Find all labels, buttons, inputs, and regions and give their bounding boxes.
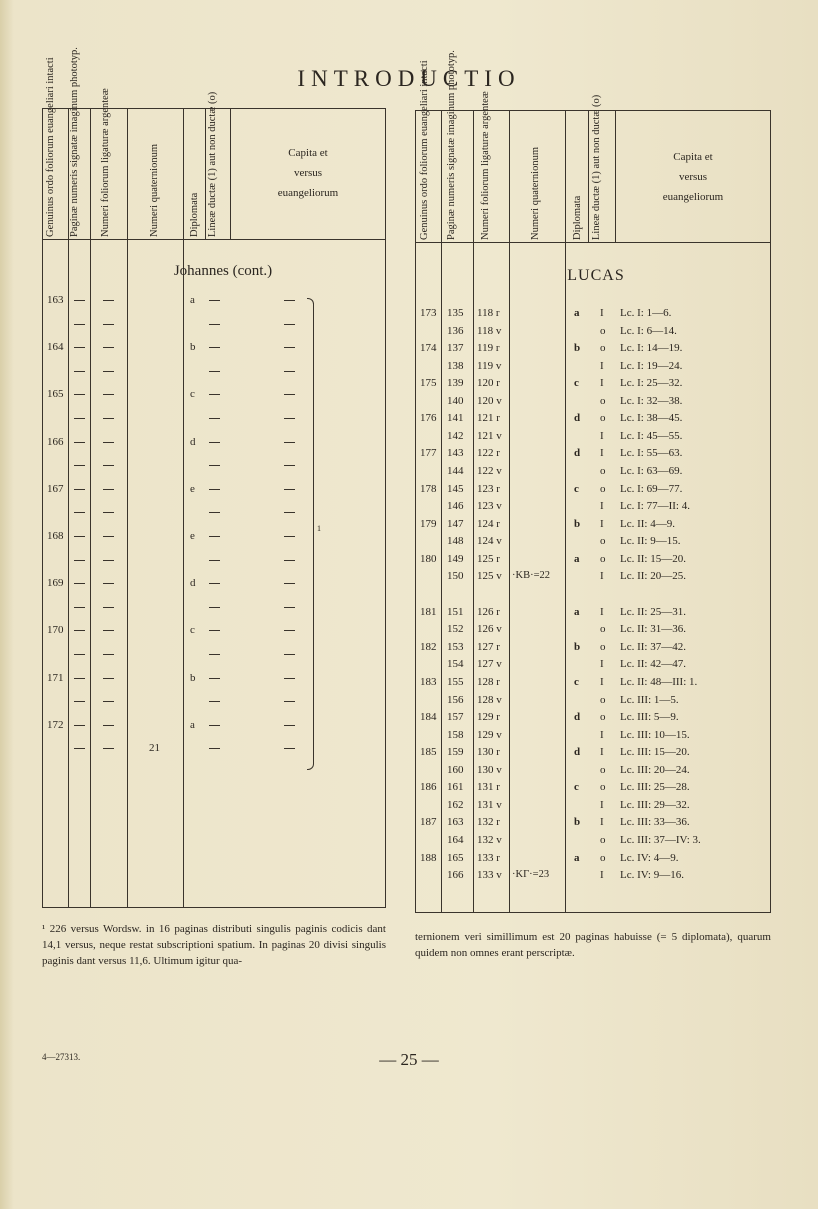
footnote-right: ternionem veri simillimum est 20 paginas habuisse (= 5 diplomata), quarum quidem non omnes erant perscriptæ.: [415, 931, 771, 959]
folio-number: 167: [47, 483, 64, 495]
linea-mark: o: [600, 781, 606, 793]
linea-mark: I: [600, 676, 604, 688]
dash-mark: [103, 748, 114, 749]
folio-number: 182: [420, 641, 437, 653]
diploma-letter: a: [574, 852, 580, 864]
ligature-folio: 119 r: [477, 342, 500, 354]
capita-reference: Lc. III: 15—20.: [620, 746, 690, 758]
capita-reference: Lc. II: 15—20.: [620, 553, 686, 565]
capita-reference: Lc. II: 9—15.: [620, 535, 681, 547]
diploma-letter: d: [190, 436, 196, 448]
dash-mark: [209, 583, 220, 584]
linea-mark: I: [600, 570, 604, 582]
capita-reference: Lc. I: 77—II: 4.: [620, 500, 690, 512]
ligature-folio: 120 v: [477, 395, 502, 407]
footnote-ref: 1: [317, 524, 321, 533]
diploma-letter: a: [574, 307, 580, 319]
diploma-letter: b: [574, 641, 581, 653]
dash-mark: [209, 607, 220, 608]
dash-mark: [209, 630, 220, 631]
diploma-letter: a: [574, 553, 580, 565]
dash-mark: [103, 465, 114, 466]
dash-mark: [209, 536, 220, 537]
pagina-number: 150: [447, 570, 464, 582]
linea-mark: I: [600, 869, 604, 881]
dash-mark: [103, 394, 114, 395]
pagina-number: 155: [447, 676, 464, 688]
dash-mark: [209, 418, 220, 419]
diploma-letter: b: [190, 341, 196, 353]
brace: [307, 298, 314, 770]
capita-reference: Lc. I: 19—24.: [620, 360, 683, 372]
ligature-folio: 132 r: [477, 816, 500, 828]
dash-mark: [103, 347, 114, 348]
linea-mark: I: [600, 606, 604, 618]
header-rule: [416, 242, 770, 243]
ligature-folio: 128 v: [477, 694, 502, 706]
linea-mark: o: [600, 694, 606, 706]
capita-reference: Lc. III: 25—28.: [620, 781, 690, 793]
pagina-number: 141: [447, 412, 464, 424]
pagina-number: 146: [447, 500, 464, 512]
capita-reference: Lc. I: 6—14.: [620, 325, 677, 337]
header-rule: [43, 239, 385, 240]
dash-mark: [74, 583, 85, 584]
ligature-folio: 122 v: [477, 465, 502, 477]
ligature-folio: 124 r: [477, 518, 500, 530]
header-numeri-quaternionum: Numeri quaternionum: [530, 146, 541, 240]
dash-mark: [103, 560, 114, 561]
ligature-folio: 123 v: [477, 500, 502, 512]
capita-reference: Lc. III: 37—IV: 3.: [620, 834, 701, 846]
ligature-folio: 126 r: [477, 606, 500, 618]
folio-number: 165: [47, 388, 64, 400]
linea-mark: o: [600, 764, 606, 776]
ligature-folio: 128 r: [477, 676, 500, 688]
diploma-letter: d: [574, 447, 581, 459]
dash-mark: [284, 560, 295, 561]
dash-mark: [284, 748, 295, 749]
pagina-number: 142: [447, 430, 464, 442]
linea-mark: o: [600, 623, 606, 635]
dash-mark: [103, 371, 114, 372]
dash-mark: [74, 324, 85, 325]
pagina-number: 165: [447, 852, 464, 864]
pagina-number: 164: [447, 834, 464, 846]
ligature-folio: 125 v: [477, 570, 502, 582]
ligature-folio: 129 r: [477, 711, 500, 723]
dash-mark: [284, 489, 295, 490]
pagina-number: 140: [447, 395, 464, 407]
pagina-number: 136: [447, 325, 464, 337]
ligature-folio: 123 r: [477, 483, 500, 495]
ligature-folio: 127 v: [477, 658, 502, 670]
pagina-number: 147: [447, 518, 464, 530]
dash-mark: [74, 654, 85, 655]
dash-mark: [209, 489, 220, 490]
header-diplomata: Diplomata: [189, 192, 200, 237]
right-table: [415, 50, 771, 913]
folio-number: 169: [47, 577, 64, 589]
dash-mark: [284, 678, 295, 679]
linea-mark: I: [600, 729, 604, 741]
dash-mark: [284, 630, 295, 631]
dash-mark: [284, 371, 295, 372]
linea-mark: o: [600, 483, 606, 495]
dash-mark: [284, 536, 295, 537]
dash-mark: [284, 654, 295, 655]
capita-reference: Lc. III: 29—32.: [620, 799, 690, 811]
header-capita: Capita et versus euangeliorum: [662, 151, 724, 203]
diploma-letter: d: [574, 412, 581, 424]
pagina-number: 152: [447, 623, 464, 635]
folio-number: 175: [420, 377, 437, 389]
pagina-number: 162: [447, 799, 464, 811]
header-lineae: Lineæ ductæ (1) aut non ductæ (o): [591, 94, 602, 240]
diploma-letter: d: [574, 711, 581, 723]
dash-mark: [74, 300, 85, 301]
dash-mark: [74, 678, 85, 679]
capita-reference: Lc. III: 33—36.: [620, 816, 690, 828]
dash-mark: [284, 442, 295, 443]
pagina-number: 138: [447, 360, 464, 372]
folio-number: 186: [420, 781, 437, 793]
folio-number: 179: [420, 518, 437, 530]
diploma-letter: b: [574, 342, 581, 354]
folio-number: 170: [47, 624, 64, 636]
ligature-folio: 120 r: [477, 377, 500, 389]
linea-mark: I: [600, 447, 604, 459]
signature-mark: 4—27313.: [42, 1052, 81, 1062]
folio-number: 178: [420, 483, 437, 495]
ligature-folio: 122 r: [477, 447, 500, 459]
capita-reference: Lc. I: 63—69.: [620, 465, 683, 477]
dash-mark: [103, 607, 114, 608]
dash-mark: [103, 536, 114, 537]
linea-mark: I: [600, 746, 604, 758]
diploma-letter: b: [574, 816, 581, 828]
dash-mark: [74, 512, 85, 513]
dash-mark: [284, 725, 295, 726]
pagina-number: 143: [447, 447, 464, 459]
dash-mark: [284, 418, 295, 419]
section-johannes: Johannes (cont.): [173, 263, 273, 279]
diploma-letter: c: [190, 388, 195, 400]
folio-number: 174: [420, 342, 437, 354]
dash-mark: [284, 512, 295, 513]
dash-mark: [74, 701, 85, 702]
header-genuinus: Genuinus ordo foliorum euangeliari intacti: [45, 57, 56, 237]
capita-reference: Lc. II: 42—47.: [620, 658, 686, 670]
header-paginae: Paginæ numeris signatæ imaginum phototyp.: [69, 47, 80, 237]
linea-mark: o: [600, 325, 606, 337]
linea-mark: o: [600, 834, 606, 846]
dash-mark: [74, 560, 85, 561]
folio-number: 183: [420, 676, 437, 688]
linea-mark: o: [600, 641, 606, 653]
capita-reference: Lc. I: 38—45.: [620, 412, 683, 424]
ligature-folio: 119 v: [477, 360, 502, 372]
dash-mark: [103, 512, 114, 513]
capita-reference: Lc. I: 69—77.: [620, 483, 683, 495]
dash-mark: [103, 701, 114, 702]
header-numeri-foliorum: Numeri foliorum ligaturæ argenteæ: [480, 91, 491, 240]
pagina-number: 151: [447, 606, 464, 618]
folio-number: 171: [47, 672, 64, 684]
folio-number: 173: [420, 307, 437, 319]
linea-mark: o: [600, 412, 606, 424]
footnote-left: ¹ 226 versus Wordsw. in 16 paginas distributi singulis paginis codicis dant 14,1 versus, neque restat subscriptioni spatium. In paginas 20 divisi singulis paginis dant versus 11,6. Ultimum igitur qua-: [42, 923, 386, 967]
linea-mark: I: [600, 658, 604, 670]
pagina-number: 145: [447, 483, 464, 495]
dash-mark: [74, 347, 85, 348]
pagina-number: 166: [447, 869, 464, 881]
dash-mark: [103, 678, 114, 679]
linea-mark: I: [600, 360, 604, 372]
capita-reference: Lc. I: 45—55.: [620, 430, 683, 442]
linea-mark: o: [600, 852, 606, 864]
linea-mark: o: [600, 342, 606, 354]
dash-mark: [74, 371, 85, 372]
folio-number: 172: [47, 719, 64, 731]
capita-reference: Lc. III: 1—5.: [620, 694, 679, 706]
ligature-folio: 124 v: [477, 535, 502, 547]
capita-reference: Lc. II: 31—36.: [620, 623, 686, 635]
capita-reference: Lc. I: 14—19.: [620, 342, 683, 354]
dash-mark: [74, 465, 85, 466]
dash-mark: [209, 442, 220, 443]
capita-reference: Lc. II: 48—III: 1.: [620, 676, 698, 688]
dash-mark: [209, 347, 220, 348]
ligature-folio: 121 v: [477, 430, 502, 442]
diploma-letter: a: [190, 719, 195, 731]
ligature-folio: 126 v: [477, 623, 502, 635]
capita-reference: Lc. III: 10—15.: [620, 729, 690, 741]
folio-number: 188: [420, 852, 437, 864]
ligature-folio: 127 r: [477, 641, 500, 653]
diploma-letter: b: [574, 518, 581, 530]
dash-mark: [103, 300, 114, 301]
dash-mark: [209, 748, 220, 749]
capita-reference: Lc. I: 32—38.: [620, 395, 683, 407]
page-number: — 25 —: [379, 1050, 439, 1069]
ligature-folio: 125 r: [477, 553, 500, 565]
header-numeri-foliorum: Numeri foliorum ligaturæ argenteæ: [100, 88, 111, 237]
header-numeri-quaternionum: Numeri quaternionum: [149, 143, 160, 237]
diploma-letter: c: [574, 483, 579, 495]
dash-mark: [209, 465, 220, 466]
dash-mark: [284, 347, 295, 348]
diploma-letter: c: [574, 676, 579, 688]
ligature-folio: 129 v: [477, 729, 502, 741]
capita-reference: Lc. III: 5—9.: [620, 711, 679, 723]
pagina-number: 153: [447, 641, 464, 653]
diploma-letter: c: [574, 377, 579, 389]
dash-mark: [284, 701, 295, 702]
dash-mark: [74, 489, 85, 490]
pagina-number: 156: [447, 694, 464, 706]
diploma-letter: a: [190, 294, 195, 306]
dash-mark: [103, 654, 114, 655]
quaternion-mark: ·KΓ·=23: [512, 869, 550, 880]
dash-mark: [103, 324, 114, 325]
dash-mark: [209, 371, 220, 372]
linea-mark: o: [600, 535, 606, 547]
folio-number: 164: [47, 341, 64, 353]
pagina-number: 160: [447, 764, 464, 776]
ligature-folio: 133 r: [477, 852, 500, 864]
dash-mark: [209, 654, 220, 655]
pagina-number: 137: [447, 342, 464, 354]
pagina-number: 135: [447, 307, 464, 319]
folio-number: 166: [47, 436, 64, 448]
dash-mark: [74, 536, 85, 537]
folio-number: 180: [420, 553, 437, 565]
folio-number: 168: [47, 530, 64, 542]
folio-number: 187: [420, 816, 437, 828]
folio-number: 185: [420, 746, 437, 758]
folio-number: 177: [420, 447, 437, 459]
capita-reference: Lc. I: 25—32.: [620, 377, 683, 389]
dash-mark: [74, 607, 85, 608]
linea-mark: I: [600, 816, 604, 828]
pagina-number: 144: [447, 465, 464, 477]
dash-mark: [284, 583, 295, 584]
ligature-folio: 130 r: [477, 746, 500, 758]
page-title: INTRODUCTIO: [297, 66, 521, 91]
pagina-number: 157: [447, 711, 464, 723]
dash-mark: [74, 394, 85, 395]
dash-mark: [103, 442, 114, 443]
dash-mark: [209, 560, 220, 561]
dash-mark: [284, 300, 295, 301]
ligature-folio: 118 v: [477, 325, 502, 337]
dash-mark: [103, 583, 114, 584]
ligature-folio: 133 v: [477, 869, 502, 881]
header-diplomata: Diplomata: [572, 195, 583, 240]
capita-reference: Lc. IV: 9—16.: [620, 869, 684, 881]
capita-reference: Lc. I: 1—6.: [620, 307, 672, 319]
dash-mark: [74, 418, 85, 419]
ligature-folio: 131 v: [477, 799, 502, 811]
diploma-letter: c: [574, 781, 579, 793]
dash-mark: [209, 701, 220, 702]
header-paginae: Paginæ numeris signatæ imaginum phototyp.: [446, 50, 457, 240]
dash-mark: [284, 324, 295, 325]
linea-mark: I: [600, 430, 604, 442]
folio-number: 184: [420, 711, 437, 723]
dash-mark: [284, 607, 295, 608]
pagina-number: 139: [447, 377, 464, 389]
dash-mark: [209, 300, 220, 301]
quaternion-mark: ·KB·=22: [512, 570, 551, 581]
dash-mark: [103, 725, 114, 726]
diploma-letter: d: [574, 746, 581, 758]
dash-mark: [103, 630, 114, 631]
folio-number: 176: [420, 412, 437, 424]
dash-mark: [284, 394, 295, 395]
dash-mark: [74, 725, 85, 726]
pagina-number: 163: [447, 816, 464, 828]
capita-reference: Lc. II: 37—42.: [620, 641, 686, 653]
linea-mark: o: [600, 465, 606, 477]
diploma-letter: a: [574, 606, 580, 618]
linea-mark: I: [600, 518, 604, 530]
diploma-letter: e: [190, 483, 195, 495]
linea-mark: o: [600, 711, 606, 723]
ligature-folio: 132 v: [477, 834, 502, 846]
header-lineae: Lineæ ductæ (1) aut non ductæ (o): [207, 91, 218, 237]
linea-mark: I: [600, 377, 604, 389]
diploma-letter: e: [190, 530, 195, 542]
section-lucas: LUCAS: [567, 267, 625, 284]
pagina-number: 149: [447, 553, 464, 565]
dash-mark: [209, 512, 220, 513]
dash-mark: [103, 418, 114, 419]
pagina-number: 154: [447, 658, 464, 670]
pagina-number: 148: [447, 535, 464, 547]
dash-mark: [209, 324, 220, 325]
ligature-folio: 131 r: [477, 781, 500, 793]
capita-reference: Lc. IV: 4—9.: [620, 852, 679, 864]
dash-mark: [284, 465, 295, 466]
left-table: [42, 47, 386, 908]
capita-reference: Lc. II: 20—25.: [620, 570, 686, 582]
capita-reference: Lc. III: 20—24.: [620, 764, 690, 776]
dash-mark: [74, 630, 85, 631]
pagina-number: 159: [447, 746, 464, 758]
linea-mark: o: [600, 395, 606, 407]
capita-reference: Lc. I: 55—63.: [620, 447, 683, 459]
folio-number: 181: [420, 606, 437, 618]
dash-mark: [209, 394, 220, 395]
ligature-folio: 118 r: [477, 307, 500, 319]
header-capita: Capita et versus euangeliorum: [277, 147, 339, 199]
diploma-letter: d: [190, 577, 196, 589]
pagina-number: 161: [447, 781, 464, 793]
folio-number: 163: [47, 294, 64, 306]
quaternion-number: 21: [149, 742, 160, 754]
linea-mark: I: [600, 500, 604, 512]
dash-mark: [209, 678, 220, 679]
header-genuinus: Genuinus ordo foliorum euangeliari intacti: [419, 60, 430, 240]
diploma-letter: b: [190, 672, 196, 684]
linea-mark: I: [600, 307, 604, 319]
ligature-folio: 130 v: [477, 764, 502, 776]
dash-mark: [209, 725, 220, 726]
linea-mark: o: [600, 553, 606, 565]
capita-reference: Lc. II: 4—9.: [620, 518, 675, 530]
capita-reference: Lc. II: 25—31.: [620, 606, 686, 618]
dash-mark: [74, 442, 85, 443]
linea-mark: I: [600, 799, 604, 811]
pagina-number: 158: [447, 729, 464, 741]
diploma-letter: c: [190, 624, 195, 636]
dash-mark: [74, 748, 85, 749]
dash-mark: [103, 489, 114, 490]
ligature-folio: 121 r: [477, 412, 500, 424]
